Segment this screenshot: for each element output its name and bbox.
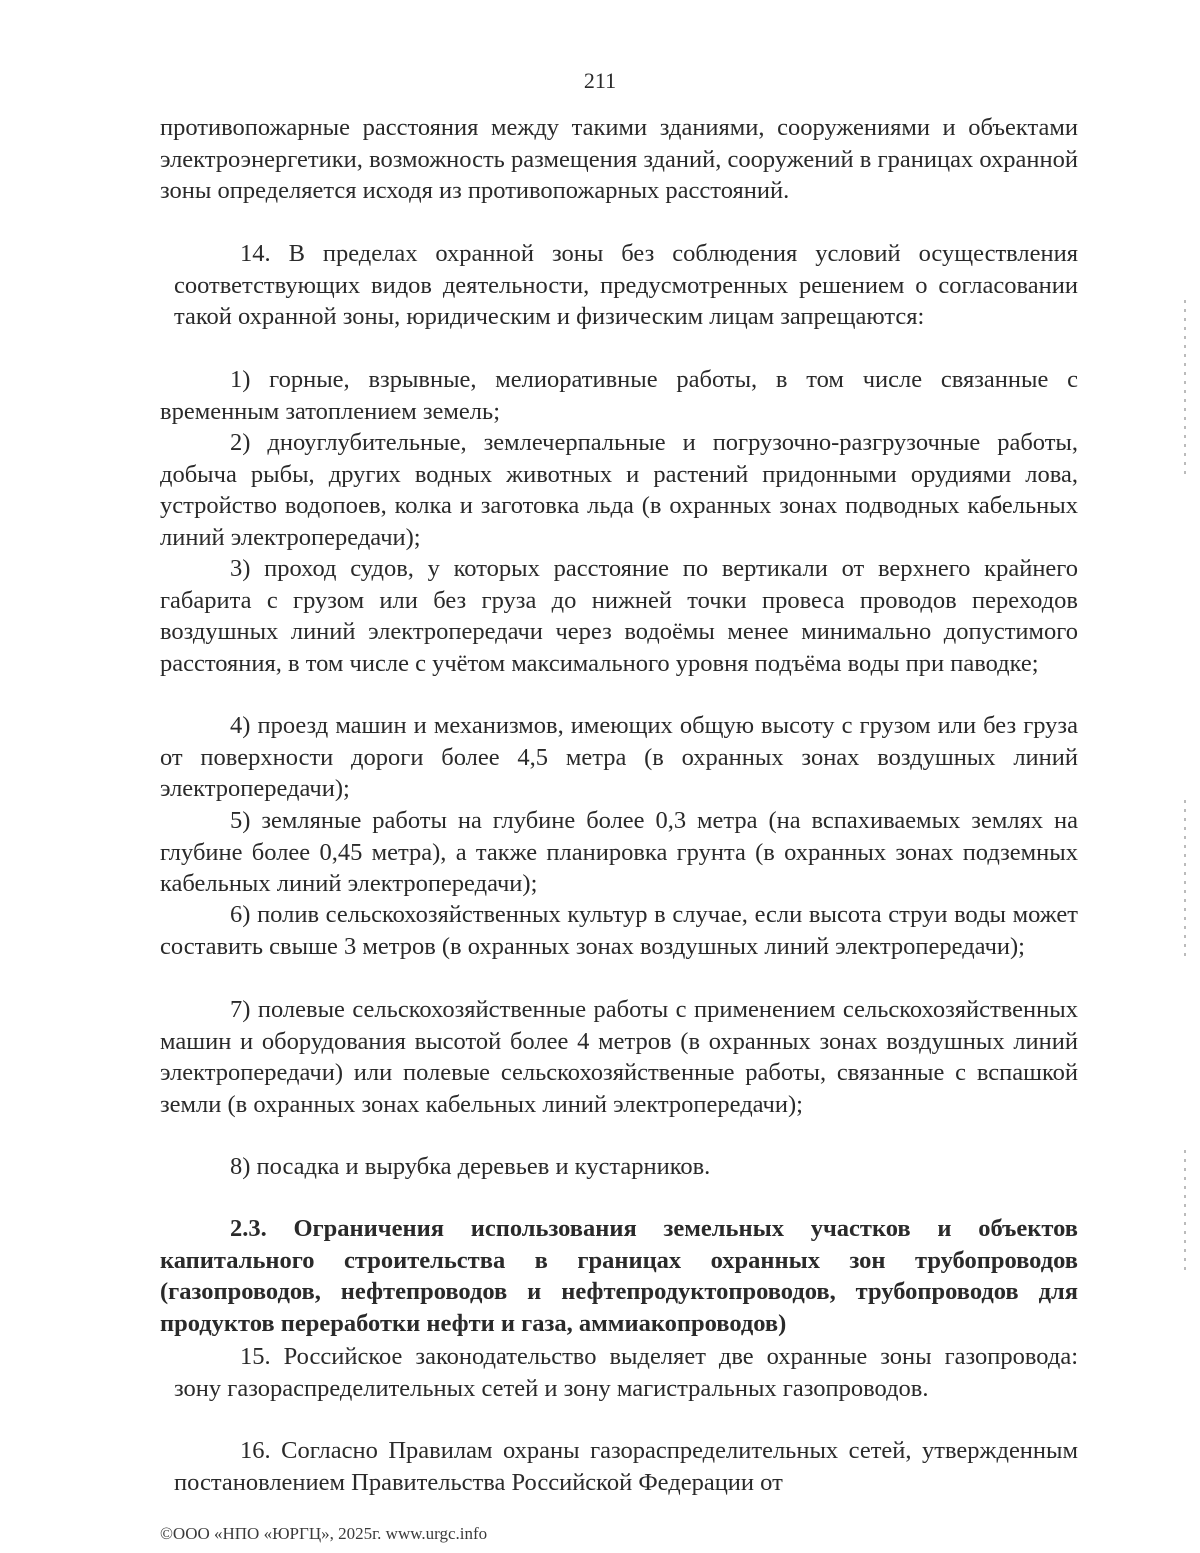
list-item-5: 5) земляные работы на глубине более 0,3 метра (на вспахиваемых землях на глубине более 0,45 метра), а также планировка грунта (в охранных зонах подземных кабельных линий электропередачи);: [160, 807, 1078, 897]
scan-edge-mark: [1184, 1150, 1186, 1270]
scan-edge-mark: [1184, 800, 1186, 960]
list-item-3: 3) проход судов, у которых расстояние по вертикали от верхнего крайнего габарита с грузом или без груза до нижней точки провеса проводов переходов воздушных линий электропередачи через водоёмы менее минимально допустимого расстояния, в том числе с учётом максимального уровня подъёма воды при паводке;: [160, 555, 1078, 677]
list-item-7: 7) полевые сельскохозяйственные работы с применением сельскохозяйственных машин и оборудования высотой более 4 метров (в охранных зонах воздушных линий электропередачи) или полевые сельскохозяйственные работы, связанные с вспашкой земли (в охранных зонах кабельных линий электропередачи);: [160, 996, 1078, 1118]
list-item-6: 6) полив сельскохозяйственных культур в случае, если высота струи воды может составить свыше 3 метров (в охранных зонах воздушных линий электропередачи);: [160, 901, 1078, 960]
list-item-4: 4) проезд машин и механизмов, имеющих общую высоту с грузом или без груза от поверхности дороги более 4,5 метра (в охранных зонах воздушных линий электропередачи);: [160, 712, 1078, 802]
list-item-2: 2) дноуглубительные, землечерпальные и погрузочно-разгрузочные работы, добыча рыбы, других водных животных и растений придонными орудиями лова, устройство водопоев, колка и заготовка льда (в охранных зонах подводных кабельных линий электропередачи);: [160, 429, 1078, 551]
scan-edge-mark: [1184, 300, 1186, 480]
paragraph-intro: противопожарные расстояния между такими зданиями, сооружениями и объектами электроэнергетики, возможность размещения зданий, сооружений в границах охранной зоны определяется исходя из противопожарных расстояний.: [160, 114, 1078, 204]
paragraph-16: 16. Согласно Правилам охраны газораспределительных сетей, утвержденным постановлением Правительства Российской Федерации от: [174, 1437, 1078, 1496]
paragraph-15: 15. Российское законодательство выделяет две охранные зоны газопровода: зону газораспределительных сетей и зону магистральных газопроводов.: [174, 1343, 1078, 1402]
list-item-8: 8) посадка и вырубка деревьев и кустарников.: [230, 1153, 711, 1180]
paragraph-14: 14. В пределах охранной зоны без соблюдения условий осуществления соответствующих видов деятельности, предусмотренных решением о согласовании такой охранной зоны, юридическим и физическим лицам запрещаются:: [174, 240, 1078, 330]
section-heading-2-3: 2.3. Ограничения использования земельных участков и объектов капитального строительства в границах охранных зон трубопроводов (газопроводов, нефтепроводов и нефтепродуктопроводов, трубопроводов для продуктов переработки нефти и газа, аммиакопроводов): [160, 1215, 1078, 1337]
list-item-1: 1) горные, взрывные, мелиоративные работы, в том числе связанные с временным затоплением земель;: [160, 366, 1078, 425]
footer-copyright: ©ООО «НПО «ЮРГЦ», 2025г. www.urgc.info: [160, 1524, 488, 1543]
page-number: 211: [583, 68, 617, 93]
